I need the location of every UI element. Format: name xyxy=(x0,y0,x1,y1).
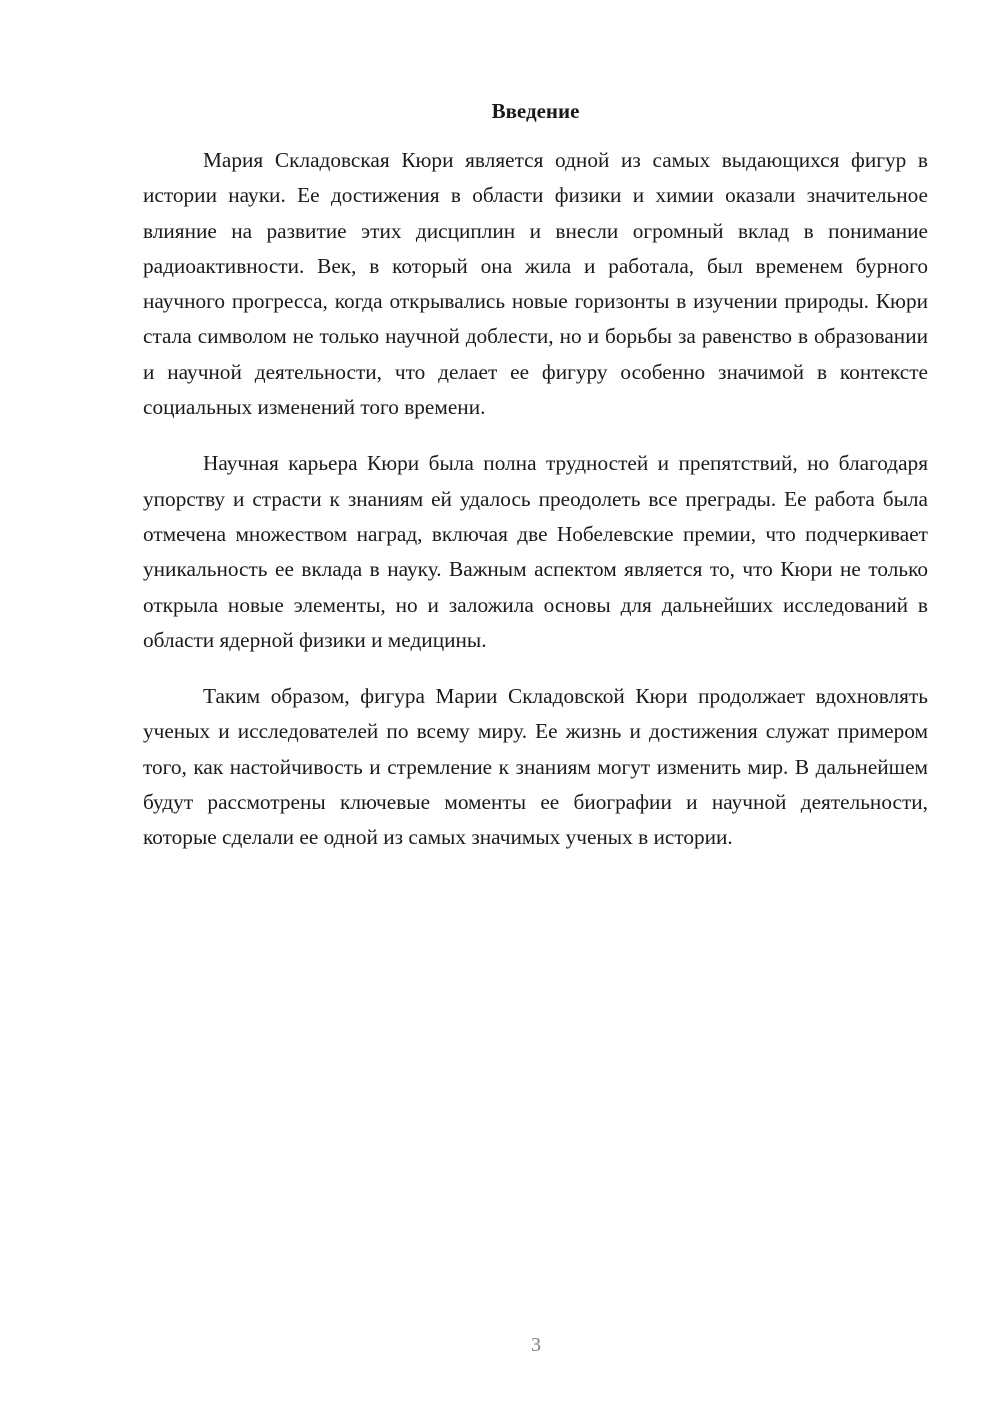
paragraph: Мария Складовская Кюри является одной из самых выдающихся фигур в истории науки. Ее достижения в области физики и химии оказали значительное влияние на развитие этих дисциплин и внесли огромный вклад в понимание радиоактивности. Век, в который она жила и работала, был временем бурного научного прогресса, когда открывались новые горизонты в изучении природы. Кюри стала символом не только научной доблести, но и борьбы за равенство в образовании и научной деятельности, что делает ее фигуру особенно значимой в контексте социальных изменений того времени. xyxy=(143,148,928,420)
paragraph: Научная карьера Кюри была полна трудностей и препятствий, но благодаря упорству и страсти к знаниям ей удалось преодолеть все преграды. Ее работа была отмечена множеством наград, включая две Нобелевские премии, что подчеркивает уникальность ее вклада в науку. Важным аспектом является то, что Кюри не только открыла новые элементы, но и заложила основы для дальнейших исследований в области ядерной физики и медицины. xyxy=(143,451,928,652)
page-number: 3 xyxy=(531,1334,541,1356)
paragraph: Таким образом, фигура Марии Складовской Кюри продолжает вдохновлять ученых и исследователей по всему миру. Ее жизнь и достижения служат примером того, как настойчивость и стремление к знаниям могут изменить мир. В дальнейшем будут рассмотрены ключевые моменты ее биографии и научной деятельности, которые сделали ее одной из самых значимых ученых в истории. xyxy=(143,684,928,850)
section-heading: Введение xyxy=(491,99,580,123)
body-text xyxy=(143,143,928,877)
